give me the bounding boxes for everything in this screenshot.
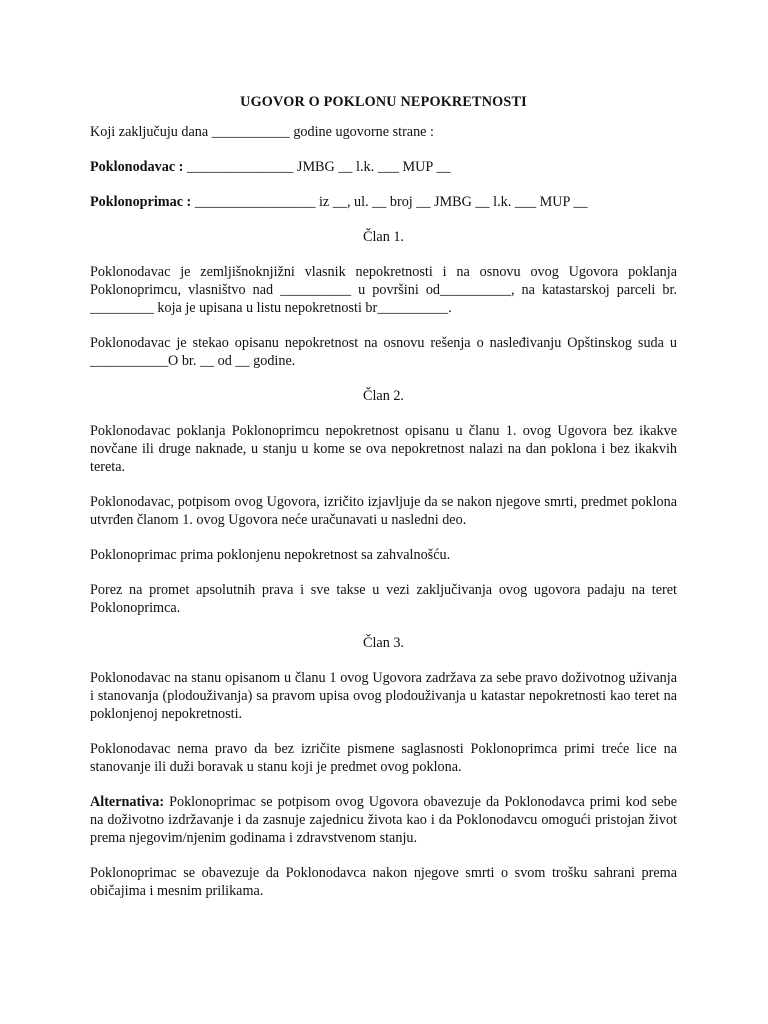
alternative-label: Alternativa: bbox=[90, 794, 165, 810]
donor-fields: _______________ JMBG __ l.k. ___ MUP __ bbox=[183, 159, 451, 175]
donor-line bbox=[90, 158, 677, 176]
donor-label: Poklonodavac : bbox=[90, 159, 184, 175]
alternative-text: Poklonoprimac se potpisom ovog Ugovora obavezuje da Poklonodavca primi kod sebe na doživotno izdržavanje i da zasnuje zajednicu života kao i da Poklonodavcu omogući pristojan život prema njegovim/njenim godinama i zdravstvenom stanju. bbox=[90, 794, 677, 846]
article-2-paragraph-1: Poklonodavac poklanja Poklonoprimcu nepokretnost opisanu u članu 1. ovog Ugovora bez ikakve novčane ili druge naknade, u stanju u kome se ova nepokretnost nalazi na dan poklona i bez ikakvih tereta. bbox=[90, 423, 677, 475]
article-3-alternative bbox=[90, 793, 677, 847]
article-1-heading: Član 1. bbox=[363, 229, 404, 245]
article-3-heading: Član 3. bbox=[363, 635, 404, 651]
article-2-paragraph-3: Poklonoprimac prima poklonjenu nepokretnost sa zahvalnošću. bbox=[90, 547, 451, 563]
article-2-heading: Član 2. bbox=[363, 388, 404, 404]
article-3-paragraph-4: Poklonoprimac se obavezuje da Poklonodavca nakon njegove smrti o svom trošku sahrani prema običajima i mesnim prilikama. bbox=[90, 865, 677, 899]
article-3-paragraph-2: Poklonodavac nema pravo da bez izričite pismene saglasnosti Poklonoprimca primi treće lice na stanovanje ili duži boravak u stanu koji je predmet ovog poklona. bbox=[90, 741, 677, 775]
recipient-label: Poklonoprimac : bbox=[90, 194, 192, 210]
intro-paragraph: Koji zaključuju dana ___________ godine ugovorne strane : bbox=[90, 124, 434, 140]
article-1-paragraph-2: Poklonodavac je stekao opisanu nepokretnost na osnovu rešenja o nasleđivanju Opštinskog suda u ___________O br. __ od __ godine. bbox=[90, 335, 677, 369]
article-3-paragraph-1: Poklonodavac na stanu opisanom u članu 1 ovog Ugovora zadržava za sebe pravo doživotnog uživanja i stanovanja (plodouživanja) sa pravom upisa ovog plodouživanja u katastar nepokretnosti kao teret na poklonjenoj nepokretnosti. bbox=[90, 670, 677, 722]
contract-body bbox=[90, 93, 677, 917]
recipient-line bbox=[90, 193, 677, 211]
recipient-fields: _________________ iz __, ul. __ broj __ JMBG __ l.k. ___ MUP __ bbox=[191, 194, 588, 210]
article-1-paragraph-1: Poklonodavac je zemljišnoknjižni vlasnik nepokretnosti i na osnovu ovog Ugovora poklanja Poklonoprimcu, vlasništvo nad __________ u površini od__________, na katastarskoj parceli br. _________ koja je upisana u listu nepokretnosti br__________. bbox=[90, 264, 677, 316]
article-2-paragraph-4: Porez na promet apsolutnih prava i sve takse u vezi zaključivanja ovog ugovora padaju na teret Poklonoprimca. bbox=[90, 582, 677, 616]
document-title: UGOVOR O POKLONU NEPOKRETNOSTI bbox=[240, 94, 527, 110]
article-2-paragraph-2: Poklonodavac, potpisom ovog Ugovora, izričito izjavljuje da se nakon njegove smrti, predmet poklona utvrđen članom 1. ovog Ugovora neće uračunavati u nasledni deo. bbox=[90, 494, 677, 528]
